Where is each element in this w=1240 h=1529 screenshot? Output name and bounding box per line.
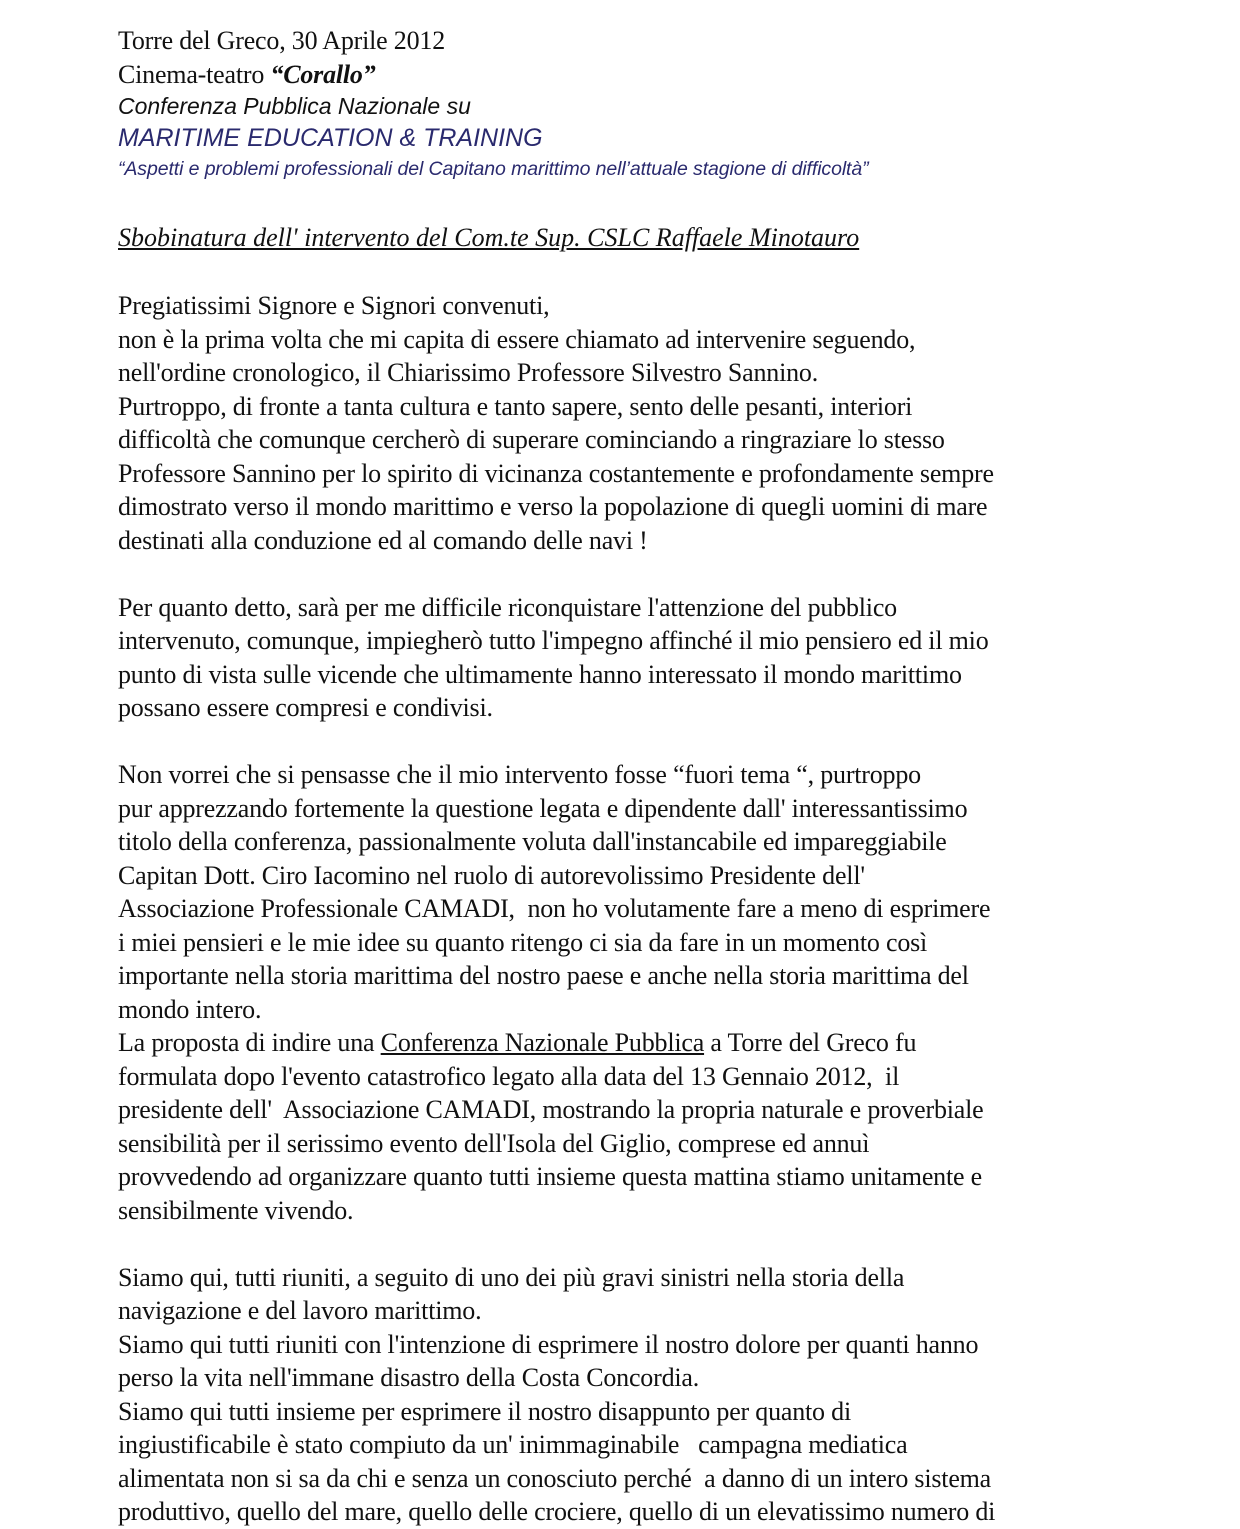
paragraph-gap (118, 253, 1128, 289)
text-line: Non vorrei che si pensasse che il mio intervento fosse “fuori tema “, purtroppo (118, 760, 921, 789)
text-line: i miei pensieri e le mie idee su quanto ritengo ci sia da fare in un momento così (118, 927, 928, 957)
text-line: punto di vista sulle vicende che ultimamente hanno interessato il mondo marittimo (118, 659, 962, 689)
text-line: titolo della conferenza, passionalmente voluta dall'instancabile ed impareggiabile (118, 827, 947, 856)
conference-link[interactable]: Conferenza Nazionale Pubblica (380, 1028, 705, 1057)
text-line: Siamo qui tutti insieme per esprimere il nostro disappunto per quanto di (118, 1396, 851, 1426)
text-line: Pregiatissimi Signore e Signori convenuti, (118, 291, 550, 320)
transcript-title: Sbobinatura dell' intervento del Com.te Sup. CSLC Raffaele Minotauro (118, 223, 860, 252)
proposal-line (118, 1026, 1128, 1060)
text-line: Per quanto detto, sarà per me difficile riconquistare l'attenzione del pubblico (118, 592, 897, 622)
place-date: Torre del Greco, 30 Aprile 2012 (118, 26, 445, 55)
text-line: alimentata non si sa da chi e senza un conosciuto perché a danno di un intero sistema (118, 1463, 992, 1493)
venue-line (118, 58, 1128, 92)
paragraph-gap (118, 725, 1128, 759)
document-page (118, 24, 1128, 1529)
text-line: mondo intero. (118, 994, 262, 1024)
text-line: intervenuto, comunque, impiegherò tutto l'impegno affinché il mio pensiero ed il mio (118, 626, 989, 655)
paragraph-gap (118, 557, 1128, 591)
text-line: non è la prima volta che mi capita di essere chiamato ad intervenire seguendo, (118, 324, 916, 354)
text-line: sensibilità per il serissimo evento dell'Isola del Giglio, comprese ed annuì (118, 1128, 870, 1158)
text-line: presidente dell' Associazione CAMADI, mostrando la propria naturale e proverbiale (118, 1095, 984, 1124)
text-line: importante nella storia marittima del nostro paese e anche nella storia marittima del (118, 961, 969, 990)
paragraph-4 (118, 1261, 1128, 1529)
venue-prefix: Cinema-teatro (118, 59, 271, 89)
proposal-before: La proposta di indire una (118, 1028, 381, 1057)
proposal-after: a Torre del Greco fu (704, 1028, 917, 1057)
text-line: Purtroppo, di fronte a tanta cultura e tanto sapere, sento delle pesanti, interiori (118, 391, 913, 421)
paragraph-2 (118, 591, 1128, 725)
text-line: Siamo qui, tutti riuniti, a seguito di uno dei più gravi sinistri nella storia della (118, 1262, 905, 1292)
text-line: possano essere compresi e condivisi. (118, 693, 493, 722)
conference-subtitle: “Aspetti e problemi professionali del Capitano marittimo nell’attuale stagione di difficoltà” (118, 158, 869, 180)
text-line: pur apprezzando fortemente la questione legata e dipendente dall' interessantissimo (118, 793, 968, 823)
text-line: perso la vita nell'immane disastro della Costa Concordia. (118, 1363, 700, 1392)
text-line: formulata dopo l'evento catastrofico legato alla data del 13 Gennaio 2012, il (118, 1061, 900, 1091)
paragraph-gap (118, 1227, 1128, 1261)
text-line: sensibilmente vivendo. (118, 1195, 354, 1225)
text-line: ingiustificabile è stato compiuto da un' inimmaginabile campagna mediatica (118, 1430, 908, 1459)
venue-name: “Corallo” (270, 59, 376, 89)
text-line: Siamo qui tutti riuniti con l'intenzione di esprimere il nostro dolore per quanti hanno (118, 1329, 979, 1359)
conference-topic: MARITIME EDUCATION & TRAINING (118, 124, 543, 152)
paragraph-3 (118, 758, 1128, 1227)
text-line: destinati alla conduzione ed al comando delle navi ! (118, 525, 648, 555)
text-line: Associazione Professionale CAMADI, non ho volutamente fare a meno di esprimere (118, 894, 991, 923)
text-line: nell'ordine cronologico, il Chiarissimo Professore Silvestro Sannino. (118, 358, 819, 387)
conference-line: Conferenza Pubblica Nazionale su (118, 93, 471, 119)
text-line: Capitan Dott. Ciro Iacomino nel ruolo di autorevolissimo Presidente dell' (118, 860, 865, 890)
text-line: Professore Sannino per lo spirito di vicinanza costantemente e profondamente sempre (118, 458, 994, 488)
text-line: provvedendo ad organizzare quanto tutti insieme questa mattina stiamo unitamente e (118, 1162, 982, 1191)
text-line: dimostrato verso il mondo marittimo e verso la popolazione di quegli uomini di mare (118, 492, 988, 521)
text-line: produttivo, quello del mare, quello delle crociere, quello di un elevatissimo numero di (118, 1497, 996, 1526)
text-line: difficoltà che comunque cercherò di superare cominciando a ringraziare lo stesso (118, 425, 945, 454)
paragraph-1 (118, 289, 1128, 557)
text-line: navigazione e del lavoro marittimo. (118, 1296, 482, 1325)
